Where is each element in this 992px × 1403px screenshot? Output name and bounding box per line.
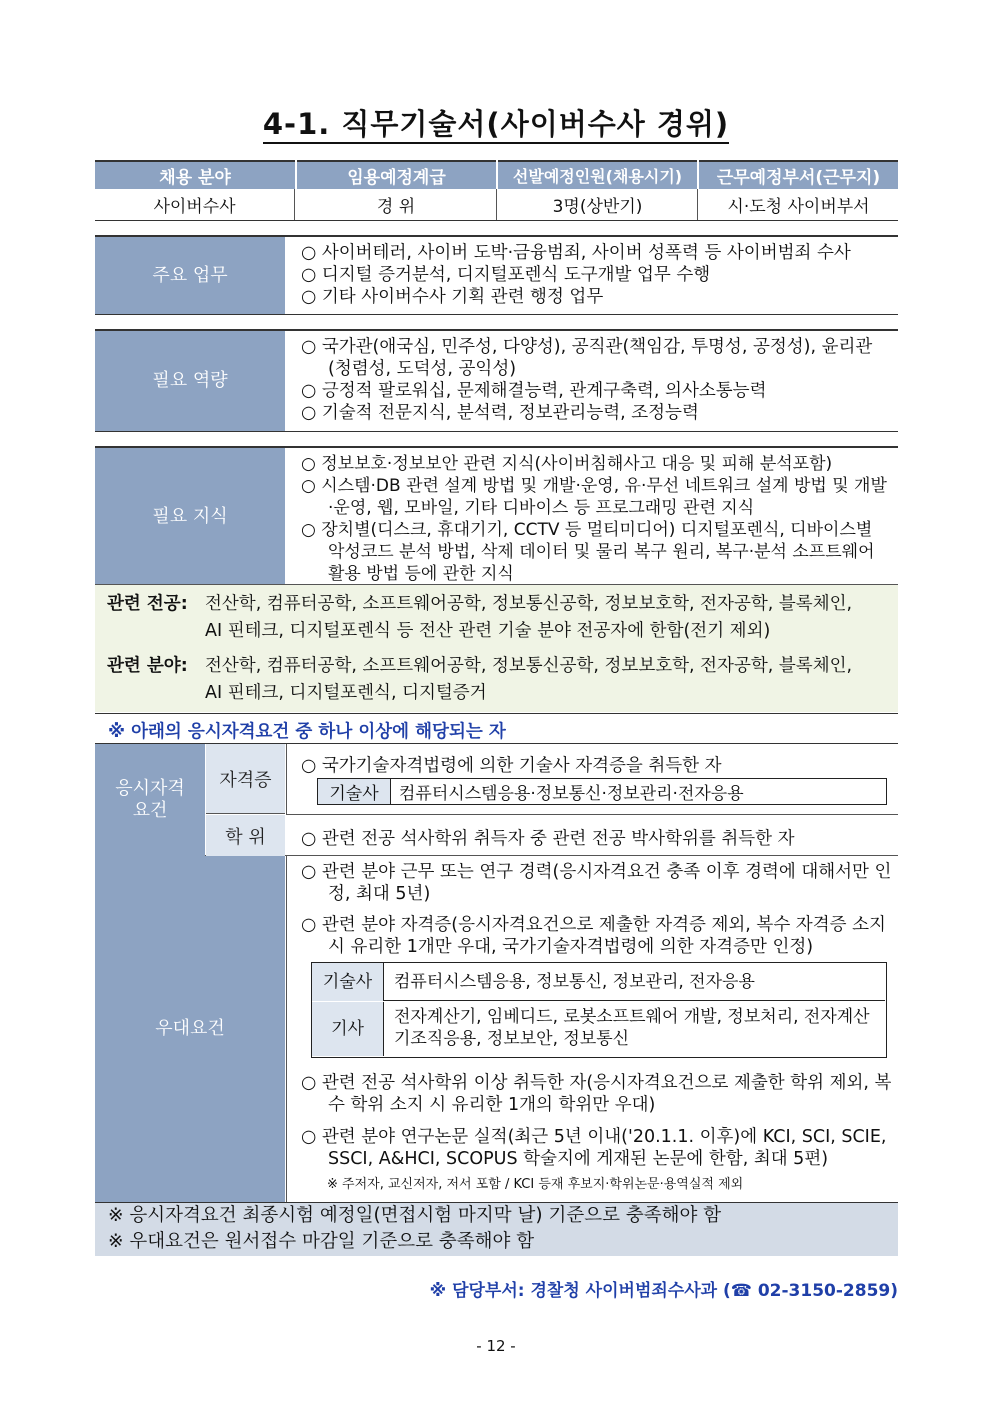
qualification-label xyxy=(95,744,205,856)
preference-item: ○ 관련 분야 근무 또는 연구 경력(응시자격요건 충족 이후 경력에 대해서만 인정, 최대 5년) xyxy=(301,862,892,904)
cert-content xyxy=(286,744,898,815)
value-count: 3명(상반기) xyxy=(498,189,698,220)
knowledge-content xyxy=(287,448,898,586)
duties-content xyxy=(287,237,898,314)
preference-item: ○ 관련 전공 석사학위 이상 취득한 자(응시자격요건으로 제출한 학위 제외, 복수 학위 소지 시 유리한 1개의 학위만 우대) xyxy=(301,1073,892,1115)
cert-row-1 xyxy=(312,963,885,1001)
preference-cert-box xyxy=(311,962,887,1058)
cert-row-1-key: 기술사 xyxy=(312,963,384,1001)
competency-section xyxy=(95,329,898,432)
cert-row-2-key: 기사 xyxy=(312,1002,384,1056)
cert-item: ○ 국가기술자격법령에 의한 기술사 자격증을 취득한 자 xyxy=(301,756,722,776)
competency-label: 필요 역량 xyxy=(95,331,285,431)
bottom-note: ※ 우대요건은 원서접수 마감일 기준으로 충족해야 함 xyxy=(108,1231,535,1252)
header-row-frame xyxy=(95,189,898,221)
preference-label: 우대요건 xyxy=(95,856,285,1202)
qualification-label-line2: 요건 xyxy=(132,800,168,821)
cert-row-2-value: 전자계산기, 임베디드, 로봇소프트웨어 개발, 정보처리, 전자계산기조직응용, 정보보안, 정보통신 xyxy=(394,1007,870,1049)
preference-section xyxy=(95,856,898,1202)
major-line2: AI 핀테크, 디지털포렌식 등 전산 관련 기술 분야 전공자에 한함(전기 제외) xyxy=(205,621,771,641)
field-label: 관련 분야: xyxy=(107,656,188,676)
header-col-count: 선발예정인원(채용시기) xyxy=(498,160,697,189)
knowledge-section xyxy=(95,446,898,584)
qualification-label-line1: 응시자격 xyxy=(115,778,185,799)
knowledge-item: ○ 장치별(디스크, 휴대기기, CCTV 등 멀티미디어) 디지털포렌식, 디바이스별 악성코드 분석 방법, 삭제 데이터 및 물리 복구 원리, 복구·분석 소프트웨어 활용 방법 등에 관한 지식 xyxy=(301,520,875,584)
qualification-note: ※ 아래의 응시자격요건 중 하나 이상에 해당되는 자 xyxy=(95,713,898,743)
competency-item: ○ 긍정적 팔로워십, 문제해결능력, 관계구축력, 의사소통능력 xyxy=(301,381,767,401)
cert-row-2 xyxy=(312,1002,885,1056)
preference-item: ○ 관련 분야 자격증(응시자격요건으로 제출한 자격증 제외, 복수 자격증 소지 시 유리한 1개만 우대, 국가기술자격법령에 의한 자격증만 인정) xyxy=(301,915,886,957)
knowledge-item: ○ 정보보호·정보보안 관련 지식(사이버침해사고 대응 및 피해 분석포함) xyxy=(301,454,833,474)
cert-box xyxy=(317,778,887,805)
preference-content xyxy=(286,856,898,1202)
contact-line: ※ 담당부서: 경찰청 사이버범죄수사과 (☎ 02-3150-2859) xyxy=(429,1281,898,1301)
competency-item: ○ 국가관(애국심, 민주성, 다양성), 공직관(책임감, 투명성, 공정성), 윤리관(청렴성, 도덕성, 공익성) xyxy=(301,337,873,379)
knowledge-item: ○ 시스템·DB 관련 설계 방법 및 개발·운영, 유·무선 네트워크 설계 방법 및 개발·운영, 웹, 모바일, 기타 디바이스 등 프로그래밍 관련 지식 xyxy=(301,476,887,518)
page-number: - 12 - xyxy=(476,1337,516,1355)
duties-item: ○ 디지털 증거분석, 디지털포렌식 도구개발 업무 수행 xyxy=(301,265,711,285)
competency-item: ○ 기술적 전문지식, 분석력, 정보관리능력, 조정능력 xyxy=(301,403,699,423)
qualification-section xyxy=(95,743,898,856)
header-col-dept: 근무예정부서(근무지) xyxy=(699,160,898,189)
bottom-note: ※ 응시자격요건 최종시험 예정일(면접시험 마지막 날) 기준으로 충족해야 함 xyxy=(108,1205,722,1226)
preference-item: ○ 관련 분야 연구논문 실적(최근 5년 이내('20.1.1. 이후)에 KCI, SCI, SCIE, SSCI, A&HCI, SCOPUS 학술지에 게재된 논문에 한함, 최대 5편) xyxy=(301,1127,887,1169)
cert-label: 자격증 xyxy=(206,744,285,814)
preference-footnote: ※ 주저자, 교신저자, 저서 포함 / KCI 등재 후보지·학위논문·용역실적 제외 xyxy=(327,1177,744,1192)
degree-label: 학 위 xyxy=(206,815,285,856)
cert-box-value: 컴퓨터시스템응용·정보통신·정보관리·전자응용 xyxy=(399,784,744,804)
duties-item: ○ 기타 사이버수사 기획 관련 행정 업무 xyxy=(301,287,604,307)
header-col-rank: 임용예정계급 xyxy=(297,160,496,189)
cert-row-1-value: 컴퓨터시스템응용, 정보통신, 정보관리, 전자응용 xyxy=(394,972,755,992)
header-col-field: 채용 분야 xyxy=(95,160,295,189)
major-label: 관련 전공: xyxy=(107,594,188,614)
duties-item: ○ 사이버테러, 사이버 도박·금융범죄, 사이버 성폭력 등 사이버범죄 수사 xyxy=(301,243,851,263)
related-section xyxy=(95,584,898,712)
knowledge-label: 필요 지식 xyxy=(95,448,285,586)
value-field: 사이버수사 xyxy=(95,189,295,220)
bottom-notes xyxy=(95,1202,898,1256)
page-title: 4-1. 직무기술서(사이버수사 경위) xyxy=(0,102,992,143)
cert-box-key: 기술사 xyxy=(318,779,391,804)
value-dept: 시·도청 사이버부서 xyxy=(727,197,870,217)
major-line1: 전산학, 컴퓨터공학, 소프트웨어공학, 정보통신공학, 정보보호학, 전자공학, 블록체인, xyxy=(205,594,853,614)
duties-section xyxy=(95,235,898,315)
field-line1: 전산학, 컴퓨터공학, 소프트웨어공학, 정보통신공학, 정보보호학, 전자공학, 블록체인, xyxy=(205,656,853,676)
competency-content xyxy=(287,331,898,431)
value-rank: 경 위 xyxy=(296,189,497,220)
field-line2: AI 핀테크, 디지털포렌식, 디지털증거 xyxy=(205,683,487,703)
duties-label: 주요 업무 xyxy=(95,237,285,314)
degree-item: ○ 관련 전공 석사학위 취득자 중 관련 전공 박사학위를 취득한 자 xyxy=(301,829,795,849)
